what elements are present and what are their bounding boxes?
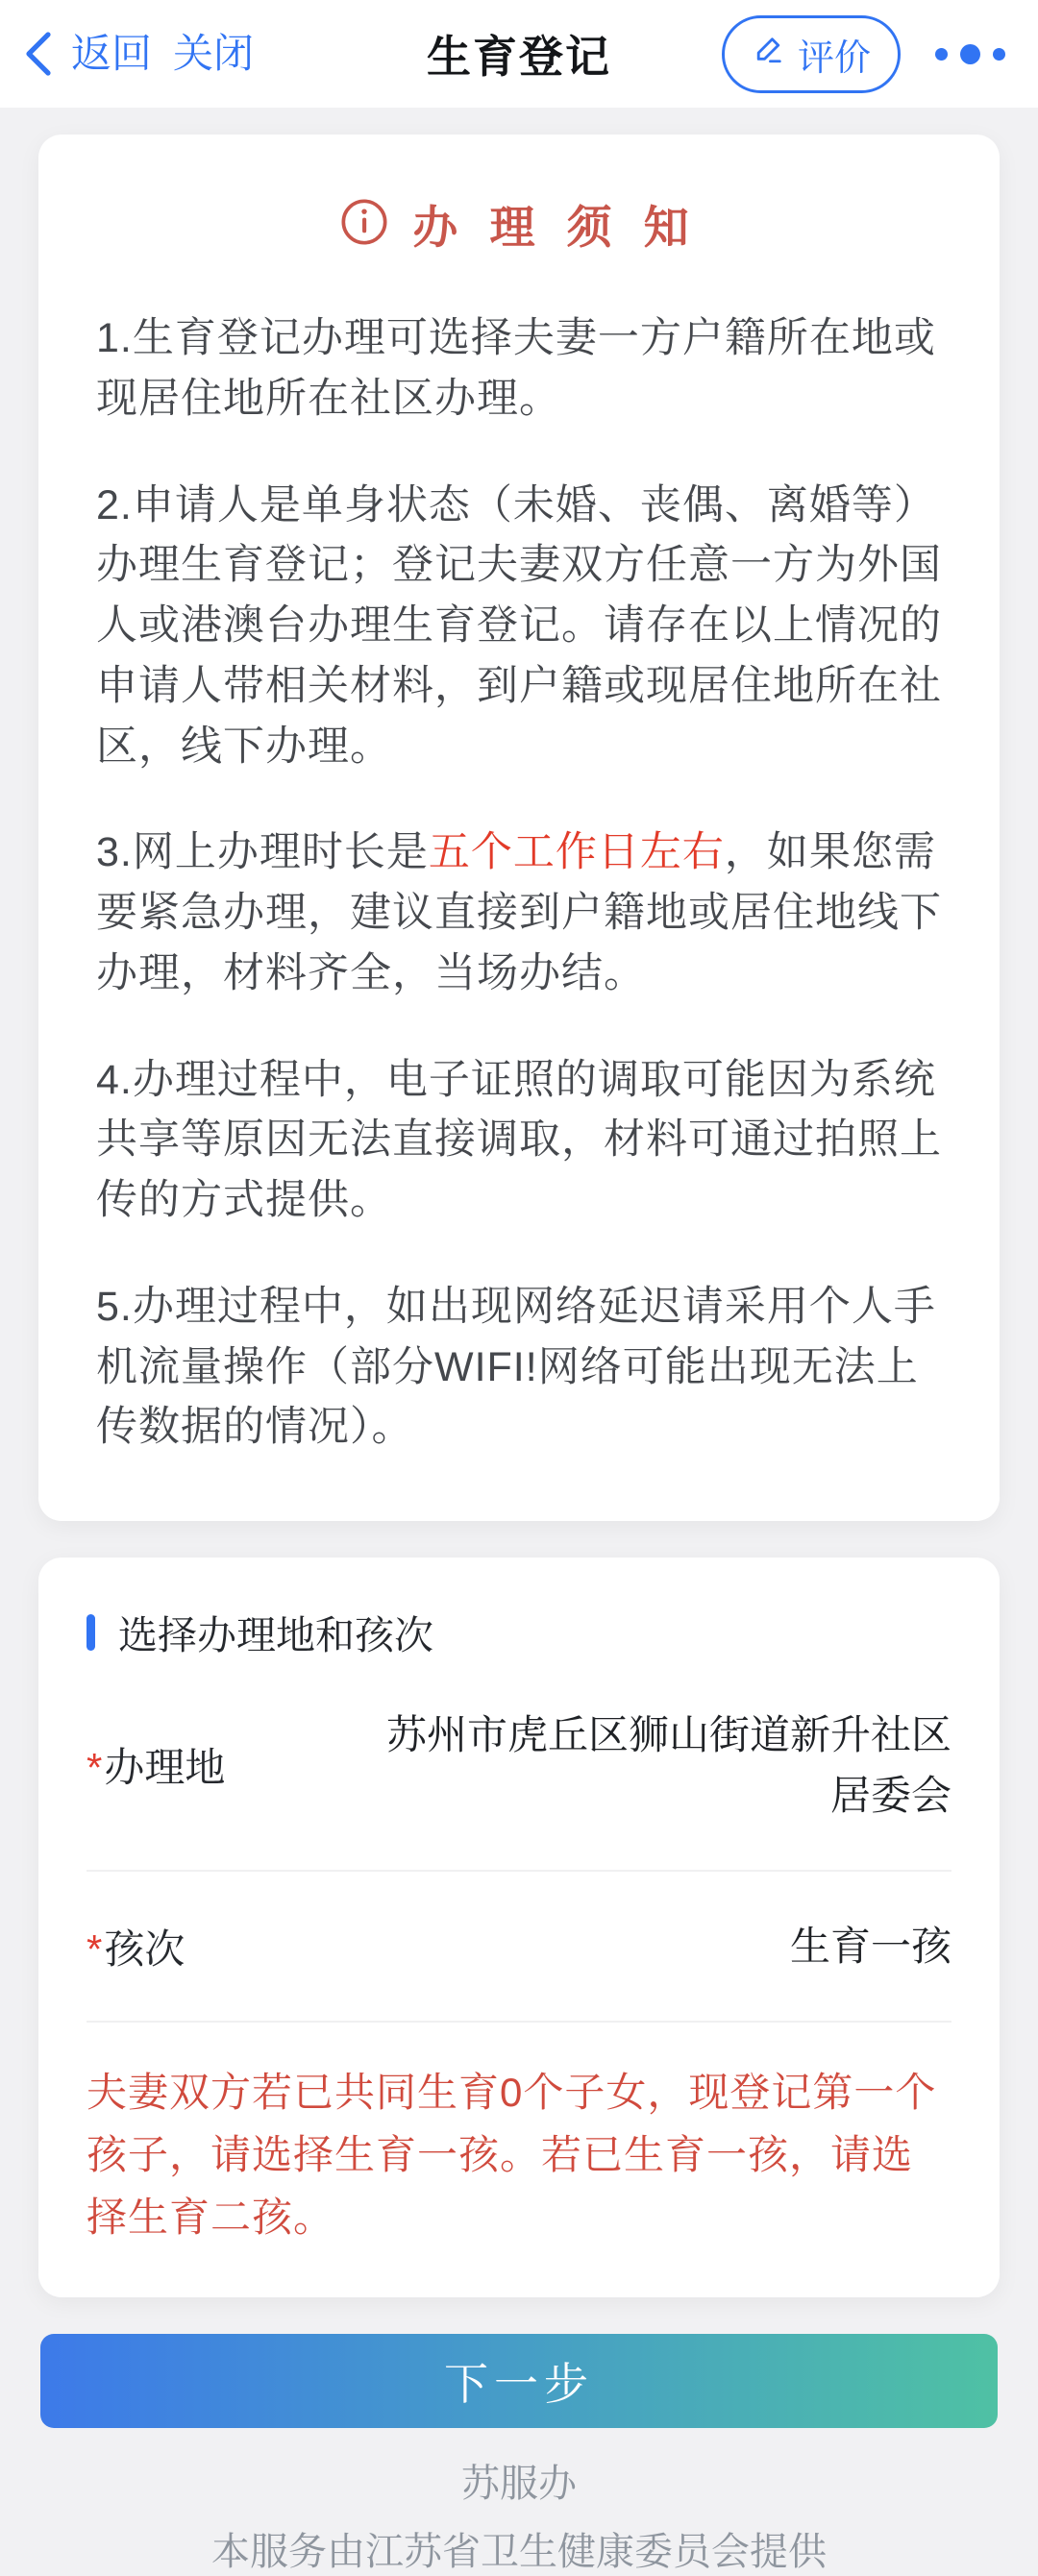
page-content	[0, 135, 1038, 2576]
notice-title-row	[96, 192, 942, 257]
pencil-icon	[752, 32, 786, 76]
paragraph-3-before: 3.网上办理时长是	[96, 829, 429, 876]
nav-bar	[0, 0, 1038, 108]
field-row-location[interactable]	[86, 1660, 952, 1872]
notice-paragraph-2: 2.申请人是单身状态（未婚、丧偶、离婚等）办理生育登记；登记夫妻双方任意一方为外国人或港澳台办理生育登记。请存在以上情况的申请人带相关材料，到户籍或现居住地所在社区，线下办理。	[96, 481, 942, 770]
form-card	[38, 1558, 1000, 2296]
location-field-label	[86, 1736, 225, 1794]
notice-paragraph-1: 1.生育登记办理可选择夫妻一方户籍所在地或现居住地所在社区办理。	[96, 315, 936, 422]
info-circle-icon	[339, 197, 389, 252]
child-order-field-value: 生育一孩	[789, 1924, 952, 1970]
form-section-header	[86, 1604, 952, 1660]
back-chevron-icon[interactable]	[19, 29, 58, 79]
notice-title: 办 理 须 知	[412, 202, 699, 253]
more-menu-button[interactable]	[935, 44, 1005, 64]
footer-provider-text: 本服务由江苏省卫生健康委员会提供	[211, 2530, 827, 2573]
ellipsis-icon	[993, 48, 1005, 61]
nav-left-group	[19, 29, 254, 79]
form-hint-text: 夫妻双方若已共同生育0个子女，现登记第一个孩子，请选择生育一孩。若已生育一孩，请选择生育二孩。	[86, 2070, 937, 2241]
location-label-text: 办理地	[104, 1745, 226, 1791]
ellipsis-icon	[960, 44, 980, 64]
field-row-child-order[interactable]	[86, 1872, 952, 2023]
page-title: 生育登记	[427, 32, 611, 82]
evaluate-button[interactable]	[722, 15, 901, 93]
evaluate-label: 评价	[797, 37, 871, 79]
notice-paragraph-5: 5.办理过程中，如出现网络延迟请采用个人手机流量操作（部分WIFI!网络可能出现无法上传数据的情况）。	[96, 1283, 936, 1451]
ellipsis-icon	[935, 48, 948, 61]
close-link[interactable]: 关闭	[173, 31, 255, 76]
required-asterisk: *	[86, 1926, 103, 1972]
next-step-button[interactable]: 下一步	[40, 2334, 998, 2428]
child-order-label-text: 孩次	[104, 1926, 185, 1972]
page-footer	[38, 2453, 1000, 2576]
location-field-value: 苏州市虎丘区狮山街道新升社区居委会	[385, 1712, 952, 1819]
footer-app-name: 苏服办	[461, 2462, 577, 2505]
section-marker-bar	[86, 1614, 95, 1651]
back-link[interactable]: 返回	[71, 31, 153, 76]
notice-paragraph-4: 4.办理过程中，电子证照的调取可能因为系统共享等原因无法直接调取，材料可通过拍照上传的方式提供。	[96, 1056, 942, 1224]
notice-paragraph-3	[96, 822, 942, 1003]
nav-right-group	[722, 15, 1005, 93]
notice-card	[38, 135, 1000, 1521]
paragraph-3-highlight: 五个工作日左右	[428, 829, 725, 876]
form-section-title: 选择办理地和孩次	[118, 1613, 433, 1658]
paragraph-3-after: ，如果您需要紧急办理，建议直接到户籍地或居住地线下办理，材料齐全，当场办结。	[96, 829, 942, 996]
required-asterisk: *	[86, 1745, 103, 1791]
child-order-field-label	[86, 1918, 185, 1975]
